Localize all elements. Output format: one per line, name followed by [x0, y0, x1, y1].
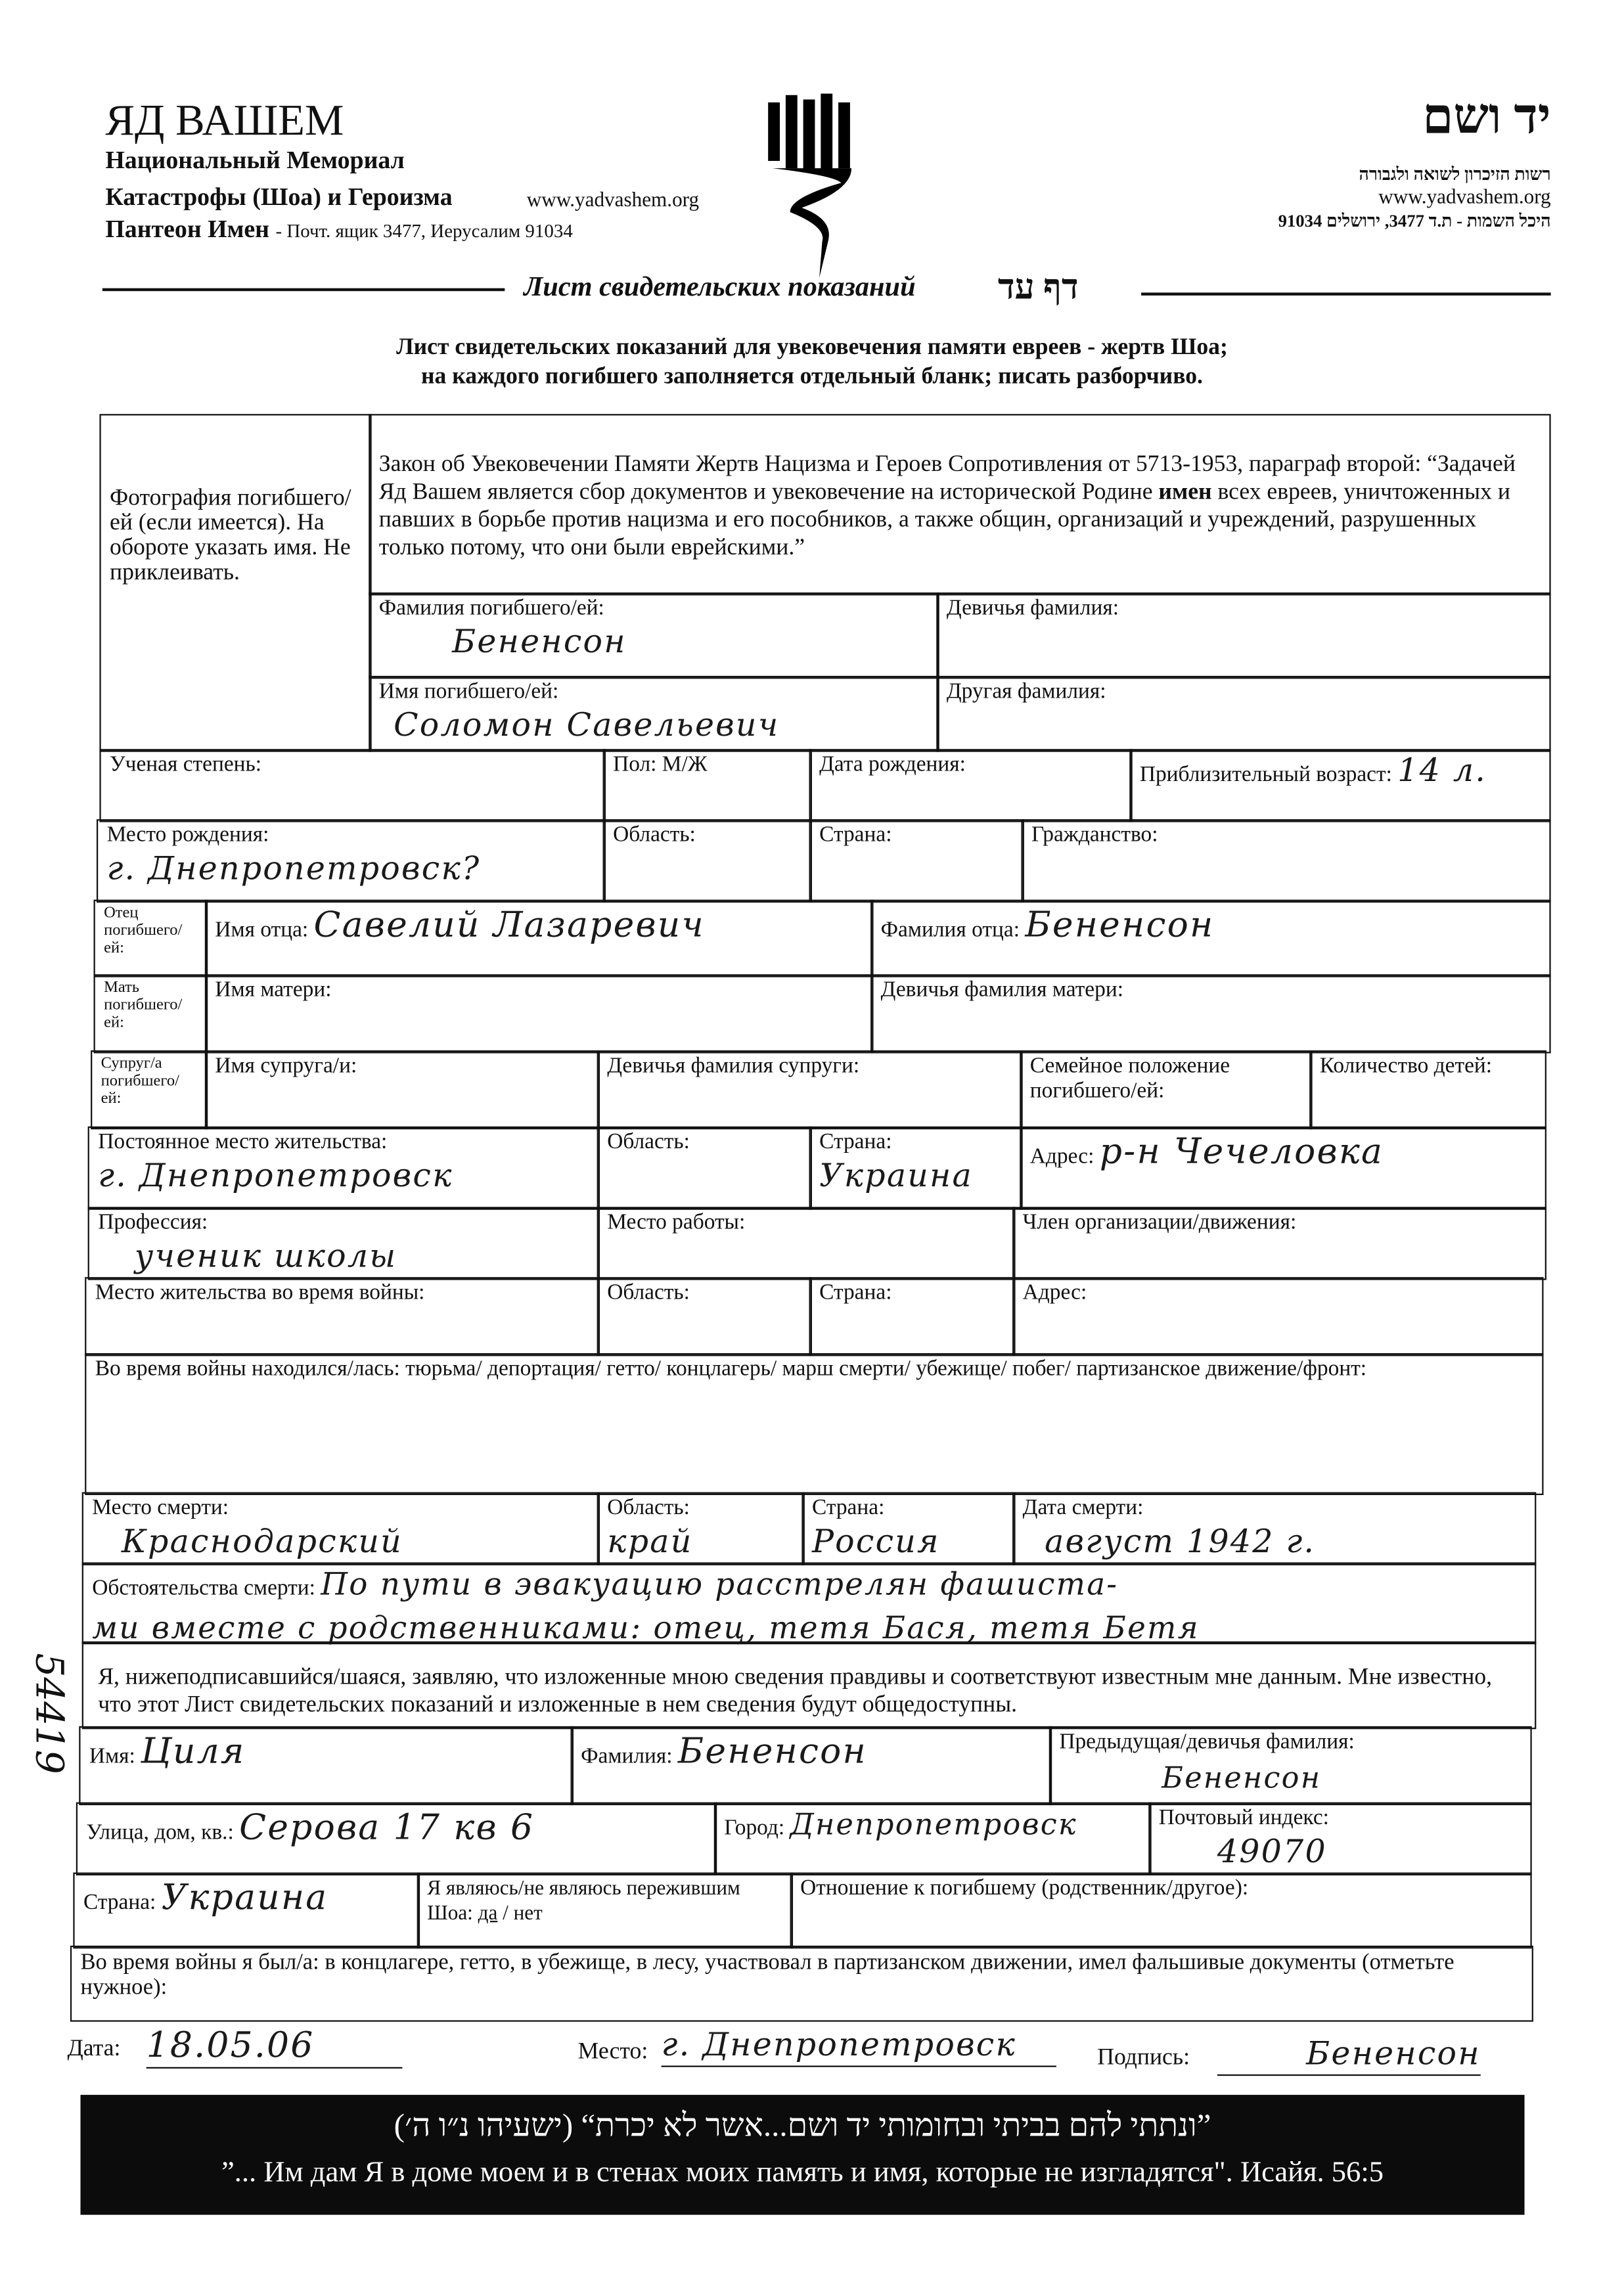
form-title: Лист свидетельских показаний — [524, 272, 916, 303]
mother-side-label: Мать погибшего/ей: — [94, 974, 208, 1053]
submitter-surname-field[interactable] — [571, 1726, 1052, 1805]
victim-name-field[interactable] — [369, 676, 939, 752]
quote-banner — [80, 2095, 1524, 2215]
age-field[interactable] — [1129, 749, 1550, 822]
label: Страна: — [819, 1131, 892, 1155]
label: Обстоятельства смерти: — [92, 1577, 315, 1601]
label: Страна: — [83, 1891, 156, 1915]
yad-vashem-logo-icon — [761, 88, 863, 279]
circumstances-first-row — [92, 1565, 1525, 1608]
label: Улица, дом, кв.: — [86, 1821, 234, 1845]
survivor-yes-option[interactable]: да — [478, 1903, 498, 1925]
relation-field[interactable]: Отношение к погибшему (родственник/другое): — [790, 1873, 1532, 1949]
father-side-label: Отец погибшего/ей: — [94, 900, 208, 977]
children-count-field[interactable]: Количество детей: — [1309, 1050, 1546, 1129]
label: Постоянное место жительства: — [98, 1131, 388, 1155]
label: Адрес: — [1029, 1145, 1094, 1169]
residence-country-value: Украина — [819, 1158, 973, 1196]
father-surname-value: Бененсон — [1025, 904, 1215, 945]
profession-value: ученик школы — [134, 1239, 397, 1276]
org-line3 — [105, 215, 572, 244]
submitter-prev-value: Бененсон — [1162, 1760, 1322, 1795]
place-label: Место: — [577, 2039, 648, 2065]
age-value: 14 л. — [1397, 753, 1487, 790]
war-country-field[interactable]: Страна: — [809, 1277, 1016, 1356]
submitter-country-value: Украина — [161, 1877, 328, 1918]
label: Имя отца: — [215, 918, 309, 943]
label: Имя: — [89, 1745, 135, 1769]
birthplace-field[interactable] — [97, 819, 606, 903]
address-he: היכל השמות - ת.ד 3477, ירושלים 91034 — [1278, 210, 1551, 231]
label: Место рождения: — [106, 823, 269, 847]
birthdate-field[interactable]: Дата рождения: — [809, 749, 1133, 822]
death-country-value: Россия — [811, 1524, 940, 1561]
law-bold: имен — [1158, 480, 1212, 505]
date-label: Дата: — [67, 2036, 121, 2061]
profession-field[interactable] — [88, 1207, 600, 1280]
sex-field[interactable]: Пол: М/Ж — [603, 749, 812, 822]
residence-address-value: р-н Чечеловка — [1099, 1131, 1384, 1172]
date-value[interactable]: 18.05.06 — [147, 2025, 403, 2068]
birth-country-field[interactable]: Страна: — [809, 819, 1024, 903]
org-line3-title: Пантеон Имен — [105, 215, 270, 243]
submitter-country-field[interactable] — [73, 1873, 420, 1949]
residence-address-field[interactable] — [1020, 1127, 1546, 1210]
submitter-street-field[interactable] — [76, 1803, 717, 1875]
degree-field[interactable]: Ученая степень: — [99, 749, 606, 822]
org-address: - Почт. ящик 3477, Иерусалим 91034 — [275, 219, 573, 242]
war-location-field[interactable]: Во время войны находился/лась: тюрьма/ депортация/ гетто/ концлагерь/ марш смерти/ убежище/ побег/ партизанское движение/фронт: — [85, 1353, 1543, 1495]
org-title-ru: ЯД ВАШЕМ — [105, 96, 344, 145]
org-line1-he: רשות הזיכרון לשואה ולגבורה — [1359, 164, 1551, 185]
form-subtitle — [219, 334, 1405, 392]
death-date-value: август 1942 г. — [1045, 1524, 1316, 1561]
label: Область: — [607, 1496, 690, 1520]
label: Почтовый индекс: — [1158, 1806, 1329, 1830]
war-address-field[interactable]: Адрес: — [1012, 1277, 1543, 1356]
submitter-surname-value: Бененсон — [677, 1730, 867, 1772]
signature-value[interactable]: Бененсон — [1217, 2036, 1481, 2076]
spouse-side-label: Супруг/а погибшего/ей: — [91, 1050, 208, 1129]
label: Предыдущая/девичья фамилия: — [1059, 1730, 1355, 1755]
spouse-maiden-field[interactable]: Девичья фамилия супруги: — [597, 1050, 1023, 1129]
workplace-field[interactable]: Место работы: — [597, 1207, 1016, 1280]
mother-maiden-field[interactable]: Девичья фамилия матери: — [870, 974, 1551, 1053]
death-place-value: Краснодарский — [121, 1524, 403, 1561]
place-value[interactable]: г. Днепропетровск — [662, 2028, 1056, 2068]
death-region-value: край — [607, 1524, 693, 1561]
death-date-field[interactable] — [1012, 1492, 1536, 1565]
residence-country-field[interactable] — [809, 1127, 1023, 1210]
submitter-war-field[interactable]: Во время войны я был/а: в концлагере, гетто, в убежище, в лесу, участвовал в партизанском движении, имел фальшивые документы (отметьте нужное): — [70, 1946, 1533, 2022]
law-post: всех евреев, уничтоженных и павших в борьбе против нацизма и его пособников, а также общин, организаций и учреждений, разрушенных только потому, что они были еврейскими.” — [378, 480, 1510, 560]
father-name-field[interactable] — [205, 900, 874, 977]
war-region-field[interactable]: Область: — [597, 1277, 812, 1356]
label: Имя погибшего/ей: — [378, 680, 559, 704]
citizenship-field[interactable]: Гражданство: — [1021, 819, 1550, 903]
title-rule-left — [102, 288, 505, 291]
label: Страна: — [811, 1496, 885, 1520]
label: Дата смерти: — [1022, 1496, 1144, 1520]
death-circumstances-field[interactable] — [82, 1562, 1537, 1644]
spouse-name-field[interactable]: Имя супруга/и: — [205, 1050, 600, 1129]
survivor-field[interactable] — [417, 1873, 793, 1949]
residence-value: г. Днепропетровск — [98, 1158, 453, 1196]
marital-status-field[interactable]: Семейное положение погибшего/ей: — [1020, 1050, 1312, 1129]
death-region-field[interactable] — [597, 1492, 805, 1565]
banner-russian: ”... Им дам Я в доме моем и в стенах моих память и имя, которые не изгладятся". Исайя. 56:5 — [221, 2156, 1384, 2189]
label: Фамилия погибшего/ей: — [378, 596, 604, 621]
banner-hebrew: ”ונתתי להם בביתי ובחומותי יד ושם...אשר לא יכרת“ (ישעיהו נ״ו ה׳) — [394, 2106, 1211, 2143]
declaration-text: Я, нижеподписавшийся/шаяся, заявляю, что изложенные мною сведения правдивы и соответствуют известным мне данным. Мне известно, что этот Лист свидетельских показаний и изложенные в нем сведения будут общедоступны. — [82, 1642, 1537, 1730]
residence-region-field[interactable]: Область: — [597, 1127, 812, 1210]
death-country-field[interactable] — [801, 1492, 1015, 1565]
website-ru: www.yadvashem.org — [526, 190, 700, 212]
margin-number: 54419 — [26, 1653, 70, 1774]
victim-maiden-field[interactable] — [936, 593, 1550, 679]
title-rule-right — [1141, 292, 1551, 295]
mother-name-field[interactable]: Имя матери: — [205, 974, 874, 1053]
birth-region-field[interactable]: Область: — [603, 819, 812, 903]
father-surname-field[interactable] — [870, 900, 1551, 977]
circumstances-line2: ми вместе с родственниками: отец, тетя Бася, тетя Бетя — [92, 1610, 1200, 1646]
submitter-city-field[interactable] — [714, 1803, 1152, 1875]
submitter-street-value: Серова 17 кв 6 — [239, 1806, 535, 1848]
photo-cell: Фотография погибшего/ей (если имеется). На обороте указать имя. Не приклеивать. — [99, 414, 371, 751]
victim-other-surname-field[interactable] — [936, 676, 1550, 752]
circumstances-line1: По пути в эвакуацию расстрелян фашиста- — [321, 1567, 1119, 1602]
submitter-name-field[interactable] — [79, 1726, 574, 1805]
website-he: www.yadvashem.org — [1378, 187, 1551, 210]
father-name-value: Савелий Лазаревич — [313, 904, 705, 945]
label: Город: — [724, 1816, 785, 1841]
subtitle-line1: Лист свидетельских показаний для увековечения памяти евреев - жертв Шоа; — [396, 334, 1228, 360]
label: Профессия: — [98, 1211, 208, 1235]
law-text — [369, 414, 1550, 595]
label: Девичья фамилия: — [946, 596, 1119, 621]
residence-field[interactable] — [88, 1127, 600, 1210]
submitter-zip-field[interactable] — [1148, 1803, 1531, 1875]
survivor-no-option[interactable]: / нет — [503, 1903, 543, 1925]
victim-name-value: Соломон Савельевич — [394, 707, 780, 745]
label: Другая фамилия: — [946, 680, 1106, 704]
organization-field[interactable]: Член организации/движения: — [1012, 1207, 1546, 1280]
submitter-prev-surname-field[interactable] — [1049, 1726, 1532, 1805]
submitter-city-value: Днепропетровск — [790, 1806, 1077, 1842]
label: Я являюсь/не являюсь пережившим Шоа: — [427, 1878, 740, 1925]
label: Фамилия: — [581, 1745, 673, 1769]
submitter-name-value: Циля — [141, 1730, 246, 1772]
label: Приблизительный возраст: — [1139, 763, 1392, 788]
signature-label: Подпись: — [1097, 2045, 1190, 2071]
org-line1: Национальный Мемориал — [105, 146, 405, 175]
org-title-he: יד ושם — [1422, 91, 1551, 145]
war-residence-field[interactable]: Место жительства во время войны: — [85, 1277, 600, 1356]
label: Место смерти: — [92, 1496, 229, 1520]
victim-surname-value: Бененсон — [452, 624, 627, 661]
subtitle-line2: на каждого погибшего заполняется отдельный бланк; писать разборчиво. — [421, 364, 1203, 390]
label: Фамилия отца: — [880, 918, 1020, 943]
death-place-field[interactable] — [82, 1492, 600, 1565]
form-title-he: דף עד — [997, 269, 1079, 307]
submitter-zip-value: 49070 — [1217, 1834, 1327, 1871]
birthplace-value: г. Днепропетровск? — [106, 851, 481, 888]
law-pre: Закон об Увековечении Памяти Жертв Нацизма и Героев Сопротивления от 5713-1953, параграф второй: “Задачей Яд Вашем является сбор документов и увековечение на исторической Родине — [378, 452, 1516, 505]
victim-surname-field[interactable] — [369, 593, 939, 679]
org-line2: Катастрофы (Шоа) и Героизма — [105, 183, 453, 211]
